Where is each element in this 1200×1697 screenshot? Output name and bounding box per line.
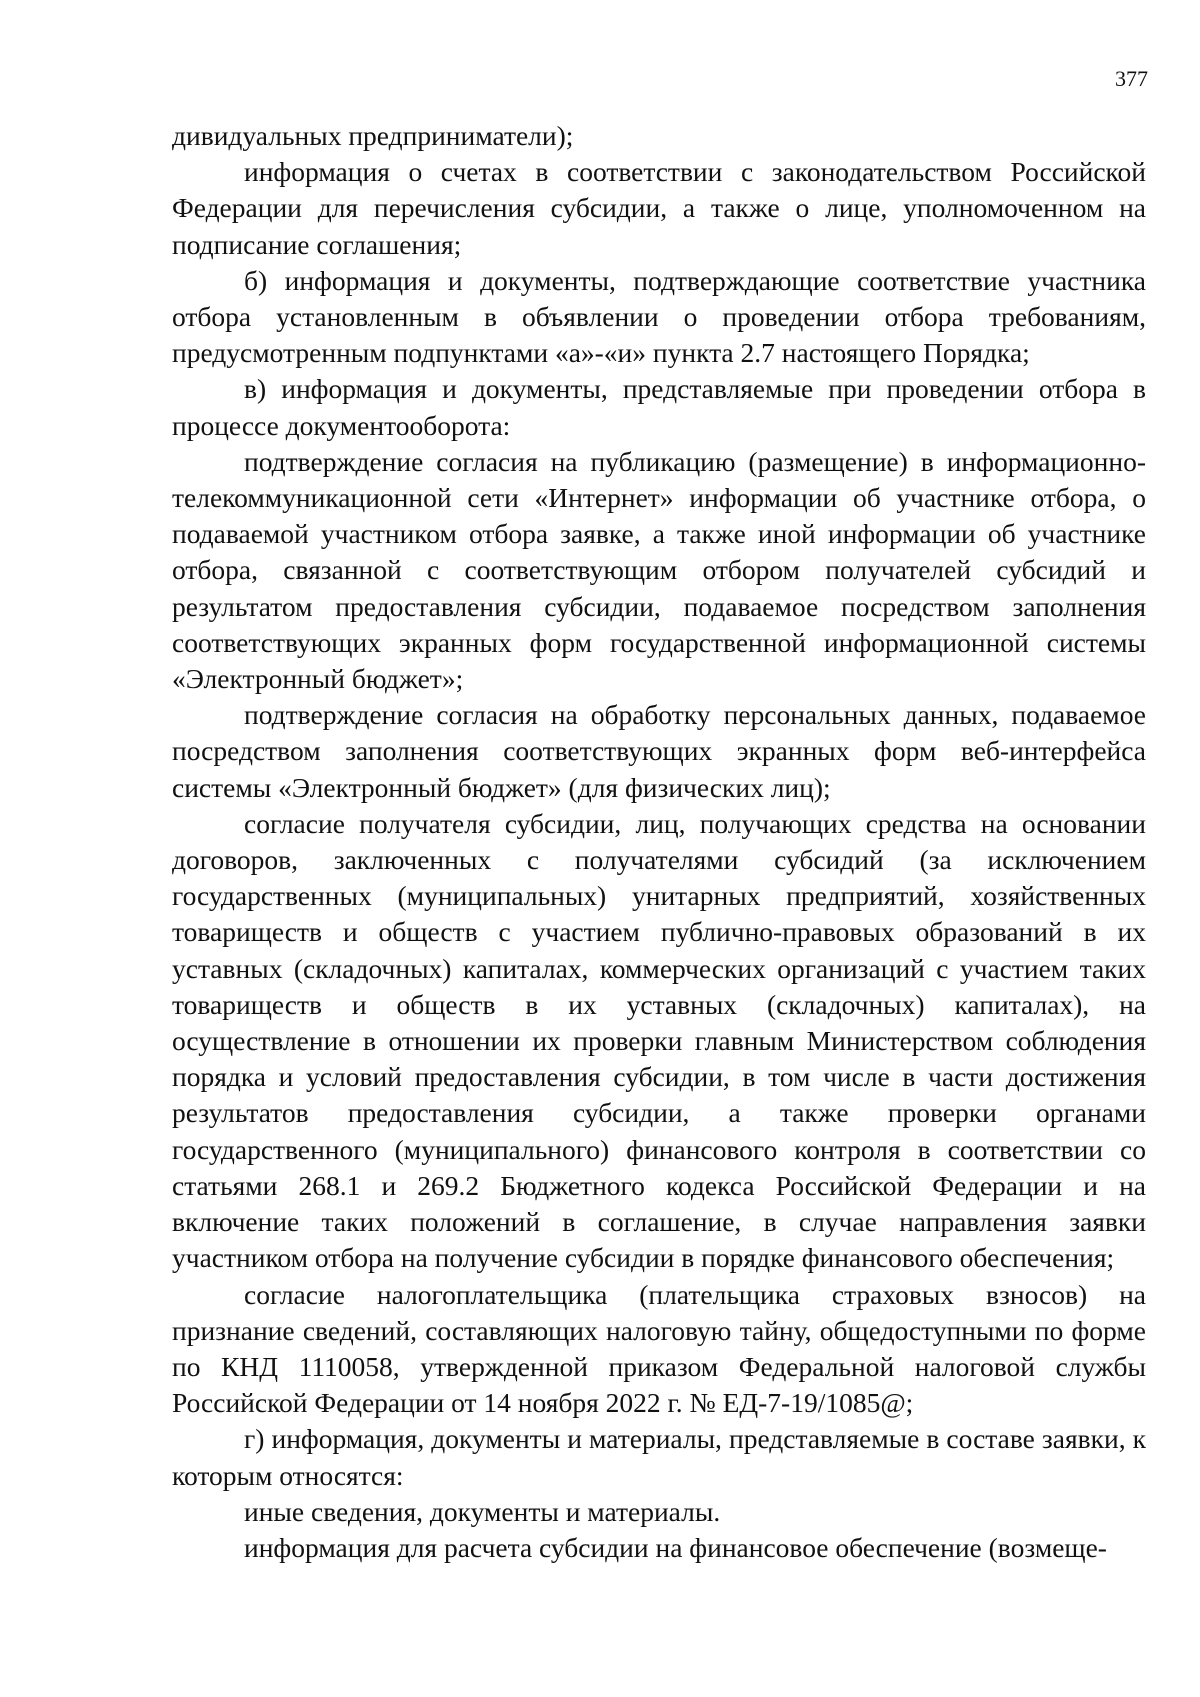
paragraph: согласие получателя субсидии, лиц, получающих средства на основании договоров, заключенных с получателями субсидий (за исключением государственных (муниципальных) унитарных предприятий, хозяйственных товариществ и обществ с участием публично-правовых образований в их уставных (складочных) капиталах, коммерческих организаций с участием таких товариществ и обществ в их уставных (складочных) капиталах), на осуществление в отношении их проверки главным Министерством соблюдения порядка и условий предоставления субсидии, в том числе в части достижения результатов предоставления субсидии, а также проверки органами государственного (муниципального) финансового контроля в соответствии со статьями 268.1 и 269.2 Бюджетного кодекса Российской Федерации и на включение таких положений в соглашение, в случае направления заявки участником отбора на получение субсидии в порядке финансового обеспечения; (172, 807, 1146, 1274)
paragraph: иные сведения, документы и материалы. (244, 1495, 721, 1527)
document-body (172, 118, 1146, 1566)
paragraph: г) информация, документы и материалы, представляемые в составе заявки, к которым относятся: (172, 1423, 1146, 1491)
paragraph: информация для расчета субсидии на финансовое обеспечение (возмеще- (244, 1531, 1107, 1563)
paragraph: подтверждение согласия на публикацию (размещение) в информационно-телекоммуникационной сети «Интернет» информации об участнике отбора, о подаваемой участником отбора заявке, а также иной информации об участнике отбора, связанной с соответствующим отбором получателей субсидий и результатом предоставления субсидии, подаваемое посредством заполнения соответствующих экранных форм государственной информационной системы «Электронный бюджет»; (172, 445, 1146, 695)
paragraph: в) информация и документы, представляемые при проведении отбора в процессе документооборота: (172, 373, 1146, 441)
page-number: 377 (1115, 66, 1148, 91)
paragraph: информация о счетах в соответствии с законодательством Российской Федерации для перечисления субсидии, а также о лице, уполномоченном на подписание соглашения; (172, 156, 1146, 260)
paragraph: б) информация и документы, подтверждающие соответствие участника отбора установленным в объявлении о проведении отбора требованиям, предусмотренным подпунктами «а»-«и» пункта 2.7 настоящего Порядка; (172, 264, 1146, 369)
paragraph: согласие налогоплательщика (плательщика страховых взносов) на признание сведений, составляющих налоговую тайну, общедоступными по форме по КНД 1110058, утвержденной приказом Федеральной налоговой службы Российской Федерации от 14 ноября 2022 г. № ЕД-7-19/1085@; (172, 1278, 1146, 1419)
paragraph: подтверждение согласия на обработку персональных данных, подаваемое посредством заполнения соответствующих экранных форм веб-интерфейса системы «Электронный бюджет» (для физических лиц); (172, 699, 1146, 803)
paragraph: дивидуальных предприниматели); (172, 120, 574, 151)
